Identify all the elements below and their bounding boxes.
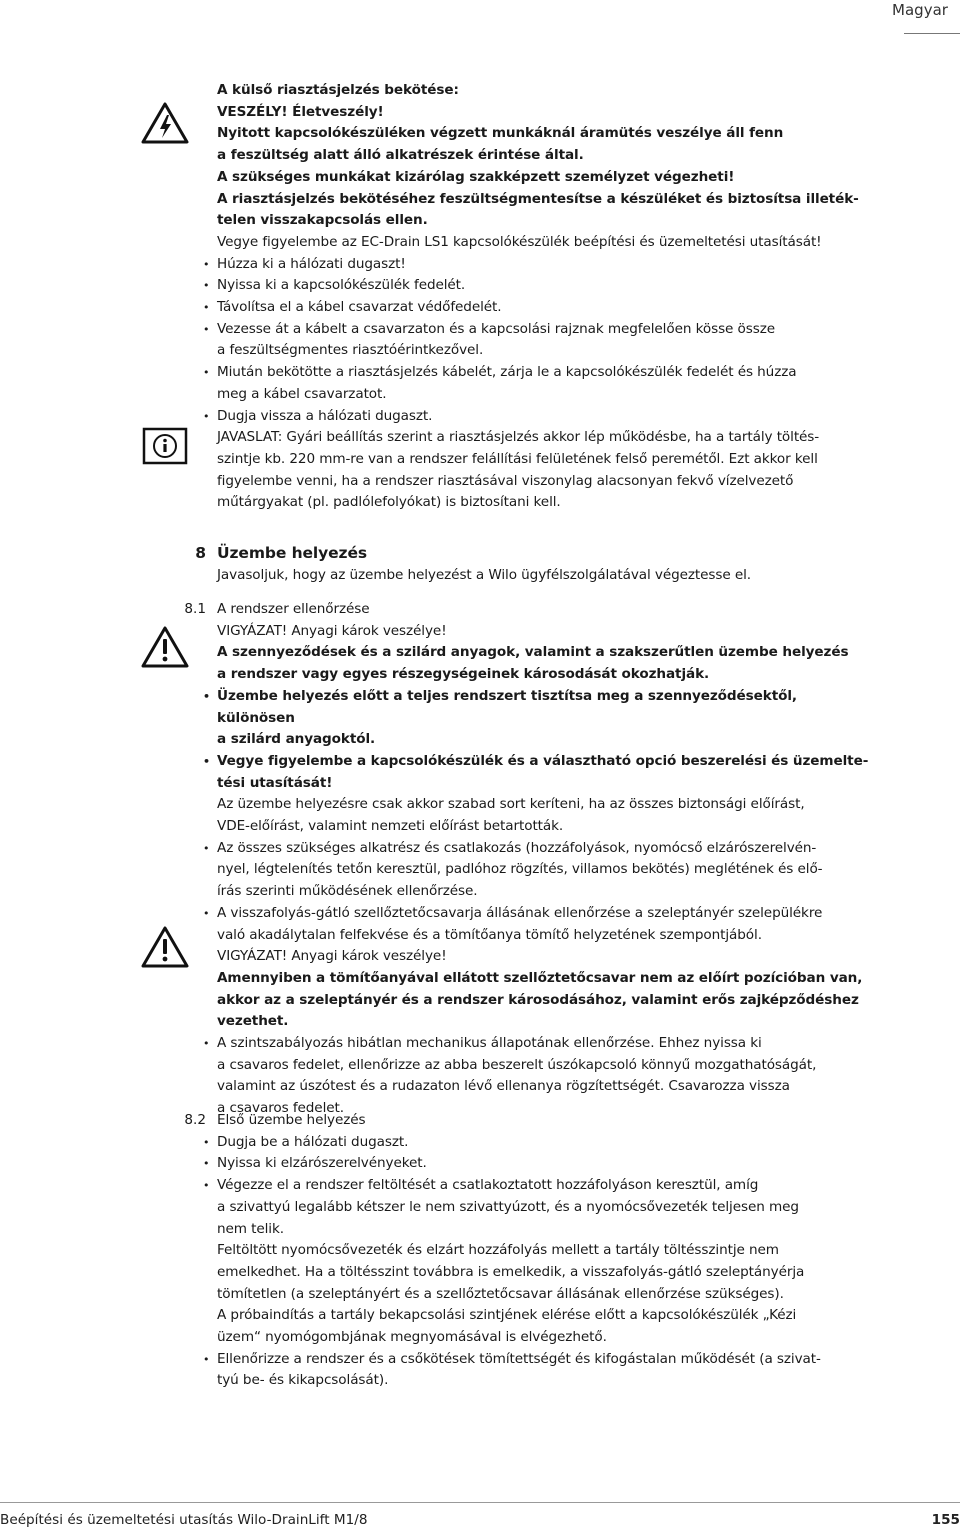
- section-8-2: [217, 1110, 877, 1392]
- paragraph-line: üzem“ nyomógombjának megnyomásával is elvégezhető.: [217, 1329, 607, 1346]
- alarm-section: [217, 80, 877, 514]
- list-item: • Dugja vissza a hálózati dugaszt.: [217, 406, 877, 428]
- recommendation-line: figyelembe venni, ha a rendszer riasztásával viszonylag alacsonyan fekvő vízelvezető: [217, 472, 794, 489]
- recommendation-line: műtárgyakat (pl. padlólefolyókat) is biztosítani kell.: [217, 494, 561, 511]
- caution-line: a rendszer vagy egyes részegységeinek károsodását okozhatják.: [217, 666, 710, 683]
- section-number: 8: [195, 544, 206, 562]
- list-item: • Vegye figyelembe a kapcsolókészülék és a választható opció beszerelési és üzemelte- tési utasítását!: [217, 751, 877, 794]
- paragraph-line: emelkedhet. Ha a töltésszint továbbra is emelkedik, a visszafolyás-gátló szeleptányérja: [217, 1263, 805, 1280]
- page-number: 155: [931, 1512, 960, 1528]
- list-item: • Húzza ki a hálózati dugaszt!: [217, 254, 877, 276]
- section-title: A rendszer ellenőrzése: [217, 601, 370, 617]
- footer-rule: [0, 1502, 960, 1503]
- language-label: Magyar: [892, 1, 948, 19]
- caution-title: VIGYÁZAT! Anyagi károk veszélye!: [217, 622, 447, 639]
- alarm-title: A külső riasztásjelzés bekötése:: [217, 82, 459, 98]
- danger-line: telen visszakapcsolás ellen.: [217, 212, 428, 229]
- section-title: Első üzembe helyezés: [217, 1112, 366, 1128]
- list-item: • A visszafolyás-gátló szellőztetőcsavarja állásának ellenőrzése a szeleptányér szelepülékre való akadálytalan felfekvése és a tömítőanya tömítő helyzetének szempontjából.: [217, 903, 877, 946]
- paragraph-line: tömítetlen (a szeleptányért és a szellőztetőcsavar állásának ellenőrzése szükséges).: [217, 1285, 784, 1302]
- section-8-1: [217, 599, 877, 1120]
- section-title: Üzembe helyezés: [217, 544, 368, 562]
- electric-hazard-icon: [140, 101, 190, 145]
- list-item: • Végezze el a rendszer feltöltését a csatlakoztatott hozzáfolyáson keresztül, amíg a szivattyú legalább kétszer le nem szivattyúzott, és a nyomócsővezeték teljesen meg nem telik.: [217, 1175, 877, 1240]
- regulation-line: Az üzembe helyezésre csak akkor szabad sort keríteni, ha az összes biztonsági előírást,: [217, 796, 805, 813]
- list-item: • Vezesse át a kábelt a csavarzaton és a kapcsolási rajznak megfelelően kösse össze a feszültségmentes riasztóérintkezővel.: [217, 319, 877, 362]
- list-item: • Dugja be a hálózati dugaszt.: [217, 1132, 877, 1154]
- danger-line: A szükséges munkákat kizárólag szakképzett személyzet végezheti!: [217, 168, 735, 185]
- section-8: [217, 541, 877, 587]
- danger-title: VESZÉLY! Életveszély!: [217, 103, 384, 120]
- caution-line: vezethet.: [217, 1013, 289, 1030]
- list-item: • Miután bekötötte a riasztásjelzés kábelét, zárja le a kapcsolókészülék fedelét és húzza meg a kábel csavarzatot.: [217, 362, 877, 405]
- list-item: • Ellenőrizze a rendszer és a csőkötések tömítettségét és kifogástalan működését (a szivat- tyú be- és kikapcsolását).: [217, 1349, 877, 1392]
- paragraph-line: Feltöltött nyomócsővezeték és elzárt hozzáfolyás mellett a tartály töltésszintje nem: [217, 1242, 779, 1259]
- note-line: Vegye figyelembe az EC-Drain LS1 kapcsolókészülék beépítési és üzemeltetési utasítását!: [217, 233, 822, 250]
- header-rule: [904, 33, 960, 34]
- recommendation-line: JAVASLAT: Gyári beállítás szerint a riasztásjelzés akkor lép működésbe, ha a tartály töltés-: [217, 429, 820, 446]
- recommendation-line: szintje kb. 220 mm-re van a rendszer felállítási felületének felső peremétől. Ezt akkor kell: [217, 450, 818, 467]
- caution-line: A szennyeződések és a szilárd anyagok, valamint a szakszerűtlen üzembe helyezés: [217, 644, 849, 661]
- footer-doc-title: Beépítési és üzemeltetési utasítás Wilo-DrainLift M1/8: [0, 1512, 368, 1528]
- list-item: • A szintszabályozás hibátlan mechanikus állapotának ellenőrzése. Ehhez nyissa ki a csavaros fedelet, ellenőrizze az abba beszerelt úszókapcsoló könnyű mozgathatóságát, valamint az úszótest és a rudazaton lévő ellenanya rögzítettségét. Csavarozza vissza a csavaros fedelet.: [217, 1033, 877, 1120]
- list-item: • Üzembe helyezés előtt a teljes rendszert tisztítsa meg a szennyeződésektől, különösen a szilárd anyagoktól.: [217, 686, 877, 751]
- paragraph-line: A próbaindítás a tartály bekapcsolási szintjének elérése előtt a kapcsolókészülék „Kézi: [217, 1307, 797, 1324]
- danger-line: a feszültség alatt álló alkatrészek érintése által.: [217, 147, 584, 164]
- caution-line: akkor az a szeleptányér és a rendszer károsodásához, valamint erős zajképződéshez: [217, 991, 859, 1008]
- section-number: 8.1: [184, 601, 206, 617]
- section-intro: Javasoljuk, hogy az üzembe helyezést a Wilo ügyfélszolgálatával végeztesse el.: [217, 567, 752, 583]
- info-icon: [142, 427, 188, 465]
- list-item: • Az összes szükséges alkatrész és csatlakozás (hozzáfolyások, nyomócső elzárószerelvén- nyel, légtelenítés tetőn keresztül, padlóhoz rögzítés, villamos bekötés) meglétének és elő- írás szerinti működésének ellenőrzése.: [217, 838, 877, 903]
- caution-title: VIGYÁZAT! Anyagi károk veszélye!: [217, 948, 447, 965]
- list-item: • Nyissa ki elzárószerelvényeket.: [217, 1153, 877, 1175]
- section-number: 8.2: [184, 1112, 206, 1128]
- danger-line: A riasztásjelzés bekötéséhez feszültségmentesítse a készüléket és biztosítsa illeték-: [217, 190, 859, 207]
- caution-line: Amennyiben a tömítőanyával ellátott szellőztetőcsavar nem az előírt pozícióban van,: [217, 969, 863, 986]
- warning-icon: [140, 625, 190, 669]
- regulation-line: VDE-előírást, valamint nemzeti előírást betartották.: [217, 818, 564, 835]
- list-item: • Távolítsa el a kábel csavarzat védőfedelét.: [217, 297, 877, 319]
- warning-icon: [140, 925, 190, 969]
- danger-line: Nyitott kapcsolókészüléken végzett munkáknál áramütés veszélye áll fenn: [217, 125, 784, 142]
- list-item: • Nyissa ki a kapcsolókészülék fedelét.: [217, 275, 877, 297]
